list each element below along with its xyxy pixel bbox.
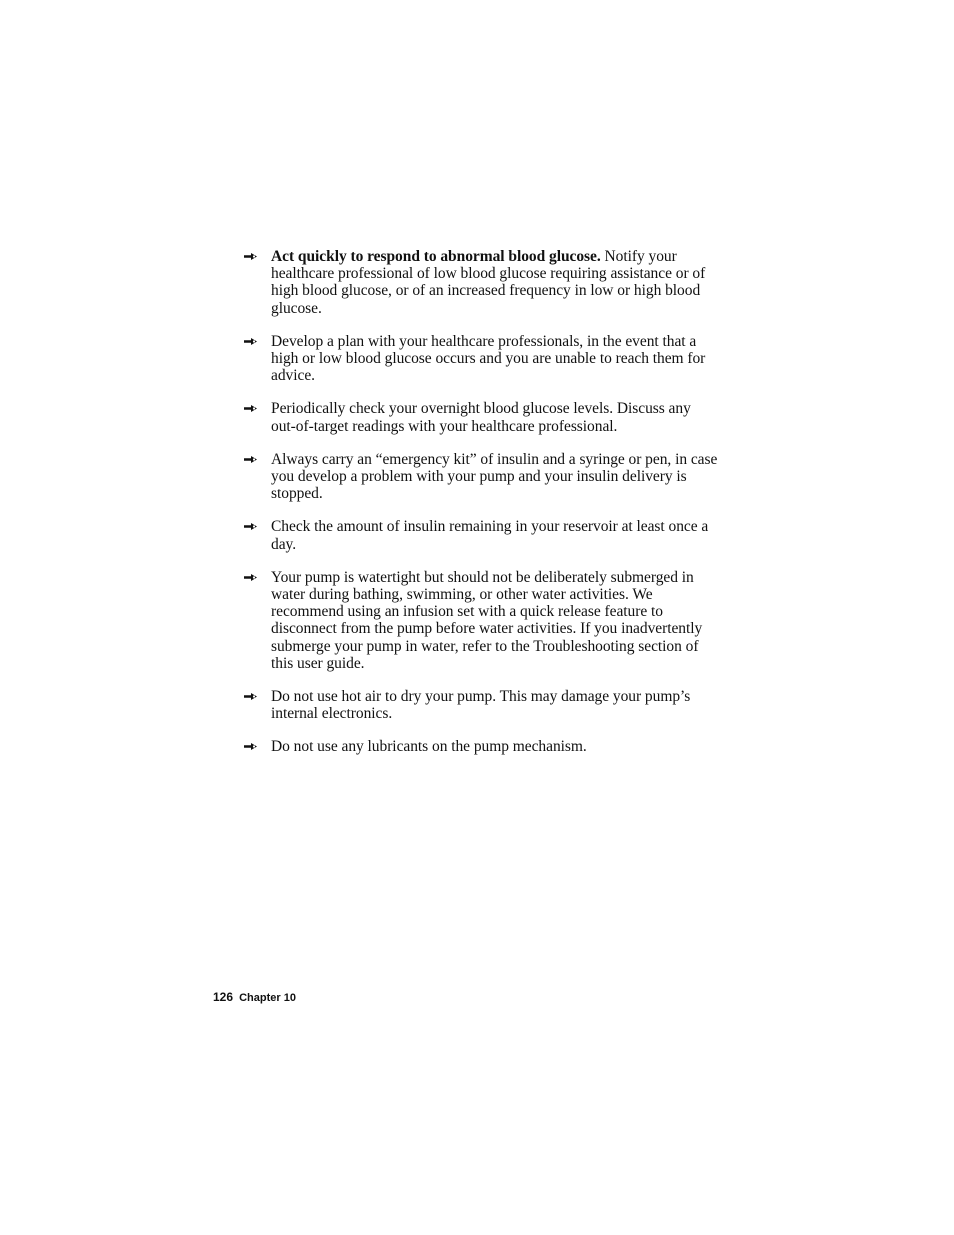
bullet-text: Periodically check your overnight blood glucose levels. Discuss any out-of-target readings with your healthcare professional. bbox=[271, 400, 691, 435]
arrow-bullet-icon bbox=[244, 337, 258, 346]
chapter-label: Chapter 10 bbox=[239, 992, 296, 1004]
bullet-text: Do not use any lubricants on the pump mechanism. bbox=[271, 738, 587, 756]
arrow-bullet-icon bbox=[244, 455, 258, 464]
bullet-item-reservoir bbox=[244, 518, 719, 552]
bullet-item-abnormal-glucose bbox=[244, 248, 719, 317]
bullet-text: Check the amount of insulin remaining in your reservoir at least once a day. bbox=[271, 518, 709, 553]
arrow-bullet-icon bbox=[244, 522, 258, 531]
bullet-text: Always carry an “emergency kit” of insulin and a syringe or pen, in case you develop a problem with your pump and your insulin delivery is stopped. bbox=[271, 450, 718, 503]
bullet-item-hot-air bbox=[244, 688, 719, 722]
arrow-bullet-icon bbox=[244, 404, 258, 413]
bullet-item-plan bbox=[244, 333, 719, 385]
arrow-bullet-icon bbox=[244, 742, 258, 751]
bullet-list bbox=[244, 248, 719, 772]
page-number: 126 bbox=[213, 990, 234, 1004]
bullet-item-overnight-check bbox=[244, 400, 719, 434]
bullet-item-emergency-kit bbox=[244, 451, 719, 503]
arrow-bullet-icon bbox=[244, 573, 258, 582]
bullet-text: Your pump is watertight but should not be deliberately submerged in water during bathing, swimming, or other water activities. We recommend using an infusion set with a quick release feature to disconnect from the pump before water activities. If you inadvertently submerge your pump in water, refer to the Troubleshooting section of this user guide. bbox=[271, 568, 703, 672]
bullet-lead: Act quickly to respond to abnormal blood glucose. bbox=[271, 248, 601, 265]
bullet-text: Develop a plan with your healthcare professionals, in the event that a high or low blood glucose occurs and you are unable to reach them for advice. bbox=[271, 332, 706, 385]
bullet-item-watertight bbox=[244, 569, 719, 672]
arrow-bullet-icon bbox=[244, 692, 258, 701]
page-footer bbox=[213, 990, 296, 1005]
bullet-text: Notify your healthcare professional of low blood glucose requiring assistance or of high blood glucose, or of an increased frequency in low or high blood glucose. bbox=[271, 248, 706, 317]
arrow-bullet-icon bbox=[244, 252, 258, 261]
bullet-text: Do not use hot air to dry your pump. This may damage your pump’s internal electronics. bbox=[271, 688, 691, 723]
bullet-item-lubricants bbox=[244, 738, 719, 755]
